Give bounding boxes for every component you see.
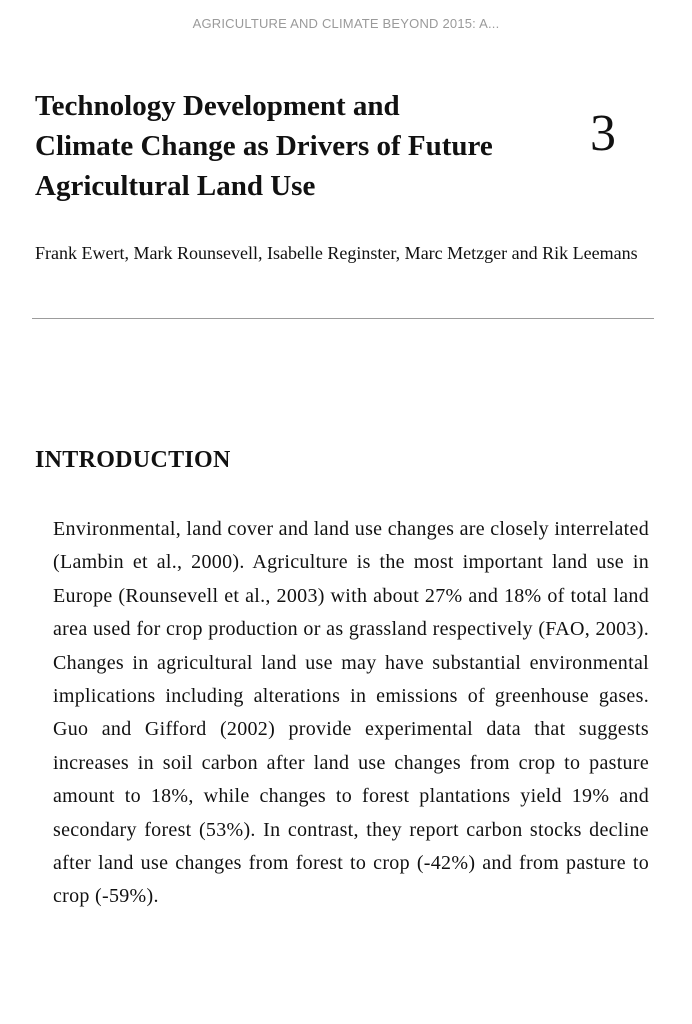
body-paragraph: Environmental, land cover and land use changes are closely interrelated (Lambin et al., 2000). Agriculture is the most important land use in Europe (Rounsevell et al., 2003) with about 27% and 18% of total land area used for crop production or as grassland respectively (FAO, 2003). Changes in agricultural land use may have substantial environmental implications including alterations in emissions of greenhouse gases. Guo and Gifford (2002) provide experimental data that suggests increases in soil carbon after land use changes from crop to pasture amount to 18%, while changes to forest plantations yield 19% and secondary forest (53%). In contrast, they report carbon stocks decline after land use changes from forest to crop (-42%) and from pasture to crop (-59%).	[53, 518, 649, 908]
title-divider	[32, 318, 654, 319]
section-heading: INTRODUCTION	[35, 447, 231, 473]
running-header: AGRICULTURE AND CLIMATE BEYOND 2015: A...	[192, 16, 500, 31]
chapter-authors: Frank Ewert, Mark Rounsevell, Isabelle Reginster, Marc Metzger and Rik Leemans	[35, 243, 638, 263]
chapter-number: 3	[590, 105, 616, 162]
chapter-title: Technology Development and Climate Change as Drivers of Future Agricultural Land Use	[35, 90, 493, 202]
